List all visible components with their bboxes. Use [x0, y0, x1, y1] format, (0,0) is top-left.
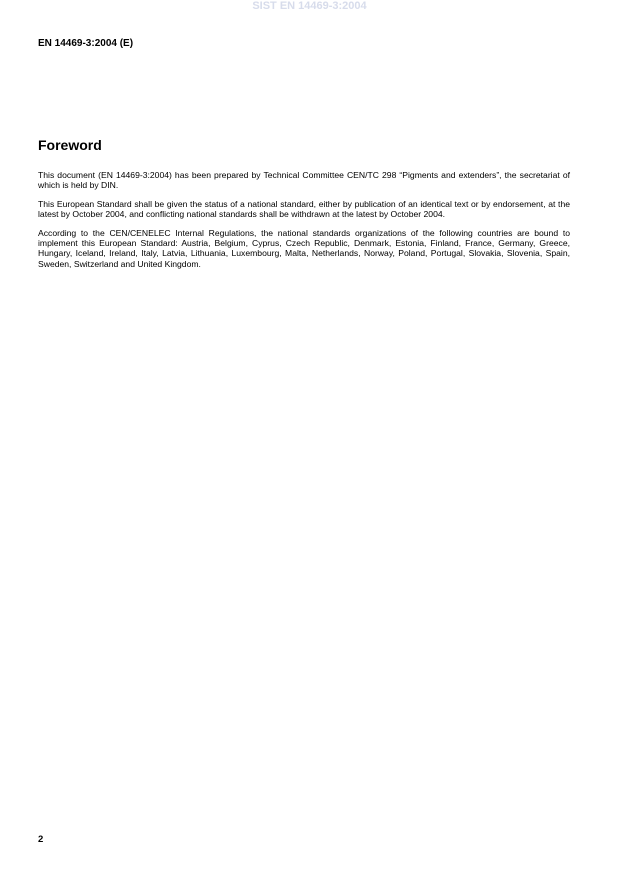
foreword-title: Foreword: [38, 137, 102, 153]
page-number: 2: [38, 834, 44, 845]
document-id-header: EN 14469-3:2004 (E): [38, 38, 134, 49]
foreword-paragraph: This European Standard shall be given the status of a national standard, either by publication of an identical text or by endorsement, at the latest by October 2004, and conflicting national standards shall be withdrawn at the latest by October 2004.: [38, 198, 570, 220]
foreword-paragraph: According to the CEN/CENELEC Internal Regulations, the national standards organizations of the following countries are bound to implement this European Standard: Austria, Belgium, Cyprus, Czech Republic, Denmark, Estonia, Finland, France, Germany, Greece, Hungary, Iceland, Ireland, Italy, Latvia, Lithuania, Luxembourg, Malta, Netherlands, Norway, Poland, Portugal, Slovakia, Slovenia, Spain, Sweden, Switzerland and United Kingdom.: [38, 227, 570, 269]
watermark: SIST EN 14469-3:2004: [252, 0, 367, 12]
foreword-body: [38, 170, 570, 277]
foreword-paragraph: This document (EN 14469-3:2004) has been prepared by Technical Committee CEN/TC 298 “Pigments and extenders”, the secretariat of which is held by DIN.: [38, 170, 570, 191]
